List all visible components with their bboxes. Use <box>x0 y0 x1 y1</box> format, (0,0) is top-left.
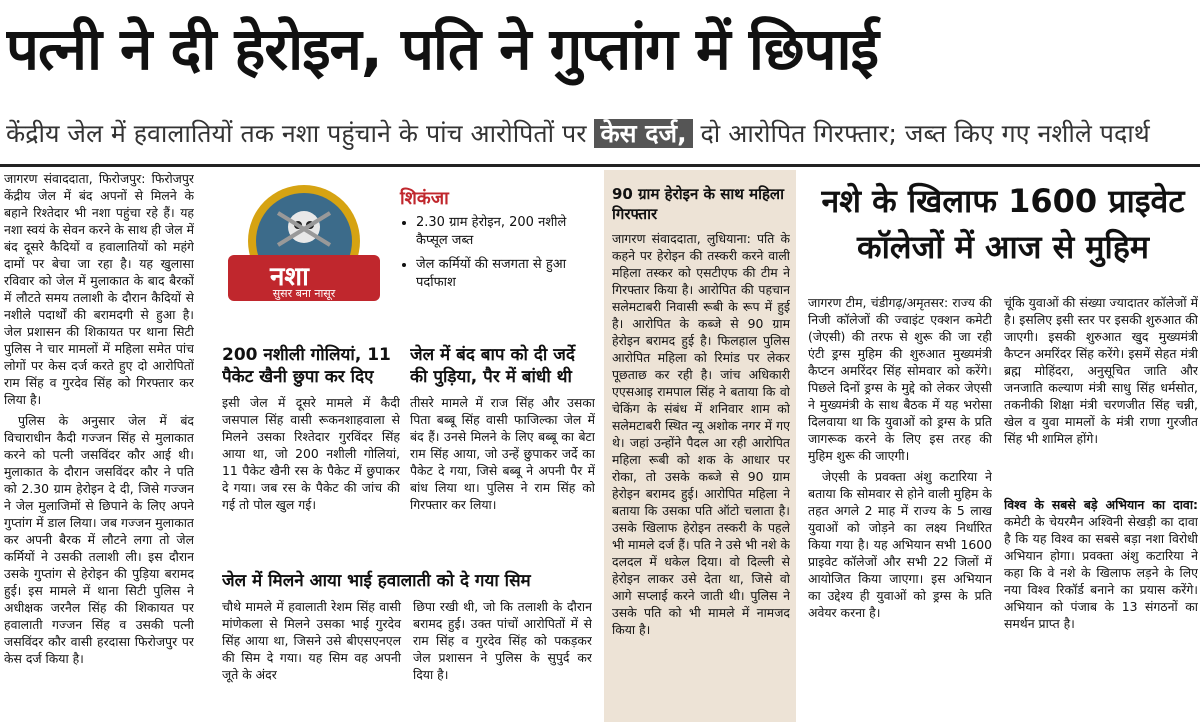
story-campaign-col-b <box>1004 294 1198 494</box>
shikanja-tag: शिकंजा <box>400 188 449 209</box>
story-campaign-heading: नशे के खिलाफ 1600 प्राइवेट कॉलेजों में आज से मुहिम <box>821 182 1185 266</box>
shikanja-point: • जेल कर्मियों की सजगता से हुआ पर्दाफाश <box>416 256 595 292</box>
page-headline: पत्नी ने दी हेरोइन, पति ने गुप्तांग में छिपाई <box>6 15 879 83</box>
story-campaign-text-a2: जेएसी के प्रवक्ता अंशु कटारिया ने बताया कि सोमवार से होने वाली मुहिम के तहत अगले 2 माह में राज्य के 5 लाख युवाओं को जोड़ने का लक्ष्य निर्धारित किया गया है। यह अभियान सभी 1600 प्राइवेट कॉलेजों और सभी 22 जिलों में आयोजित किया जाएगा। इस अभियान का उद्देश्य ही युवाओं को ड्रग्स के प्रति अवेयर करना है। <box>808 469 992 620</box>
logo-tagline: सुसर बना नासूर <box>272 287 336 300</box>
story-campaign-col-c <box>1004 496 1198 718</box>
story-pills-text: इसी जेल में दूसरे मामले में कैदी जसपाल सिंह वासी रूकनशाहवाला से मिलने उसका रिश्तेदार गुरविंदर सिंह आया था, जो 200 नशीली गोलियां, 11 पैकेट खैनी रस के पैकेट में छुपाकर दे गया। जब रस के पैकेट की जांच की गई तो पोल खुल गई। <box>222 395 400 512</box>
story-pills <box>222 344 400 556</box>
main-story-para-2: पुलिस के अनुसार जेल में बंद विचाराधीन कैदी गज्जन सिंह से मुलाकात करने को पत्नी जसविंदर कौर आई थी। मुलाकात के दौरान जसविंदर कौर ने पति को 2.30 ग्राम हेरोइन दे दी, जिसे गज्जन ने जेल मुलाजिमों से छिपाने के लिए अपने गुप्तांग में डाल लिया। जब गज्जन मुलाकात कर अपनी बैरक में लौटने लगा तो जेल कर्मियों ने उसकी तलाशी ली। इस दौरान उसके गुप्तांग से हेरोइन की पुड़िया बरामद हुई। इस मामले में थाना सिटी पुलिस ने अधीक्षक जरनैल सिंह की शिकायत पर हवालाती गज्जन सिंह व उसकी पत्नी जसविंदर कौर वासी हरदासा फिरोजपुर पर केस दर्ज किया है। <box>4 413 194 666</box>
sub-headline <box>6 110 1196 158</box>
logo-word: नशा <box>270 262 309 292</box>
story-woman-text: जागरण संवाददाता, लुधियाना: पति के कहने पर हेरोइन की तस्करी करने वाली महिला तस्कर को एसटीएफ की टीम ने गिरफ्तार किया है। आरोपित की पहचान सलेमटाबरी निवासी रूबी के रूप में हुई है। आरोपित के कब्जे से 90 ग्राम हेरोइन बरामद हुई है। फिलहाल पुलिस आरोपित महिला को रिमांड पर लेकर पूछताछ कर रही है। जांच अधिकारी एएसआइ रामपाल सिंह ने बताया कि वो चेकिंग के संबंध में शनिवार शाम को सलेमटाबरी स्थित न्यू अशोक नगर में गए थे। जहां उन्होंने पैदल आ रही आरोपित महिला रूबी को शक के आधार पर रोका, तो उसके कब्जे से 90 ग्राम हेरोइन बरामद हुई। आरोपित महिला ने बताया कि उसका पति ऑटो चलाता है। उसके खिलाफ हेरोइन तस्करी के पहले भी मामले दर्ज हैं। पति ने उसे भी नशे के दलदल में धकेल दिया। वो दिल्ली से हेरोइन लाकर उसे देता था, जिसे वो आगे सप्लाई करने जाती थी। पुलिस ने उसके पति को भी मामले में नामजद किया है। <box>612 231 790 637</box>
story-father <box>410 344 595 556</box>
story-campaign-text-c: कमेटी के चेयरमैन अश्विनी सेखड़ी का दावा है कि यह विश्व का सबसे बड़ा नशा विरोधी अभियान होगा। प्रवक्ता अंशु कटारिया ने कहा कि वे नशे के खिलाफ लड़ने के लिए नया विश्व रिकॉर्ड बनाने का प्रयास करेंगे। अभियान को पंजाब के 13 संगठनों का समर्थन प्राप्त है। <box>1004 514 1198 631</box>
main-story-para-1: जागरण संवाददाता, फिरोजपुर: फिरोजपुर केंद्रीय जेल में बंद अपनों से मिलने के बहाने रिश्तेदार भी नशा पहुंचा रहे हैं। यह नशा स्वयं के सेवन करने के साथ ही जेल में बंद दूसरे कैदियों व हवालातियों को महंगे दामों पर बेचा जा रहा है। यह खुलासा रविवार को जेल में मुलाकात के बाद बैरकों में लौटते समय तलाशी के दौरान कैदियों से नशीले पदार्थों की बरामदगी से हुआ है। जेल प्रशासन की शिकायत पर थाना सिटी पुलिस ने चार मामलों में महिला समेत पांच लोगों पर केस दर्ज करते हुए दो आरोपितों राम सिंह व गुरदेव सिंह को गिरफ्तार कर लिया है। <box>4 171 194 407</box>
header-divider <box>0 164 1200 167</box>
story-pills-heading: 200 नशीली गोलियां, 11 पैकेट खैनी छुपा कर दिए <box>222 345 391 387</box>
subhead-after: दो आरोपित गिरफ्तार; जब्त किए गए नशीले पदार्थ <box>700 119 1150 148</box>
main-story-column <box>4 170 194 718</box>
story-father-heading: जेल में बंद बाप को दी जर्दे की पुड़िया, पैर में बांधी थी <box>410 345 575 387</box>
story-sim <box>222 570 592 718</box>
subhead-before: केंद्रीय जेल में हवालातियों तक नशा पहुंचाने के पांच आरोपितों पर <box>6 119 587 148</box>
story-sim-text-a: चौथे मामले में हवालाती रेशम सिंह वासी मांणेकला से मिलने उसका भाई गुरदेव सिंह आया था, जिसने उसे बीएसएनएल की सिम दे गया। यह सिम वह अपनी जूते के अंदर <box>222 599 401 682</box>
story-campaign-text-a: जागरण टीम, चंडीगढ़/अमृतसर: राज्य की निजी कॉलेजों की ज्वाइंट एक्शन कमेटी (जेएसी) की तरफ से शुरू की जा रही एंटी ड्रग्स मुहिम की शुरुआत मुख्यमंत्री कैप्टन अमरिंदर सिंह सोमवार को करेंगे। पिछले दिनों ड्रग्स के मुद्दे को लेकर जेएसी ने मुख्यमंत्री के साथ बैठक में यह भरोसा दिलवाया था कि युवाओं को ड्रग्स के प्रति जागरूक करने के लिए इस तरह की मुहिम शुरू की जाएगी। <box>808 295 992 463</box>
story-father-text: तीसरे मामले में राज सिंह और उसका पिता बब्बू सिंह वासी फाजिल्का जेल में बंद हैं। उनसे मिलने के लिए बब्बू का बेटा राम सिंह आया, जो उन्हें छुपाकर जर्दे का पैकेट दे गया, जिसे बब्बू ने अपनी पैर में बांध लिया था। पुलिस ने राम सिंह को गिरफ्तार कर लिया। <box>410 395 595 512</box>
story-woman <box>612 184 790 720</box>
story-campaign-subhead: विश्व के सबसे बड़े अभियान का दावा: <box>1004 497 1198 512</box>
story-campaign-col-a <box>808 294 992 718</box>
subhead-highlight: केस दर्ज, <box>594 119 692 148</box>
story-campaign-text-b: चूंकि युवाओं की संख्या ज्यादातर कॉलेजों में है। इसलिए इसी स्तर पर इसकी शुरुआत की जाएगी। इसकी शुरुआत खुद मुख्यमंत्री कैप्टन अमरिंदर सिंह करेंगे। इसमें सेहत मंत्री ब्रह्म मोहिंदरा, अनुसूचित जाति और जनजाति कल्याण मंत्री साधु सिंह धर्मसोत, तकनीकी शिक्षा मंत्री चरणजीत सिंह चन्नी, खेल व युवा मामलों के मंत्री राणा गुरजीत सिंह भी शामिल होंगे। <box>1004 295 1198 446</box>
nasha-logo <box>222 183 386 317</box>
shikanja-list <box>400 214 595 292</box>
shikanja-highlights <box>400 186 595 328</box>
story-sim-heading: जेल में मिलने आया भाई हवालाती को दे गया सिम <box>222 571 531 591</box>
story-woman-heading: 90 ग्राम हेरोइन के साथ महिला गिरफ्तार <box>612 185 784 223</box>
story-sim-text-b: छिपा रखी थी, जो कि तलाशी के दौरान बरामद हुई। उक्त पांचों आरोपितों में से राम सिंह व गुरदेव सिंह को पकड़कर जेल प्रशासन ने पुलिस के सुपुर्द कर दिया है। <box>413 599 592 682</box>
shikanja-point: • 2.30 ग्राम हेरोइन, 200 नशीले कैप्सूल जब्त <box>416 214 595 250</box>
